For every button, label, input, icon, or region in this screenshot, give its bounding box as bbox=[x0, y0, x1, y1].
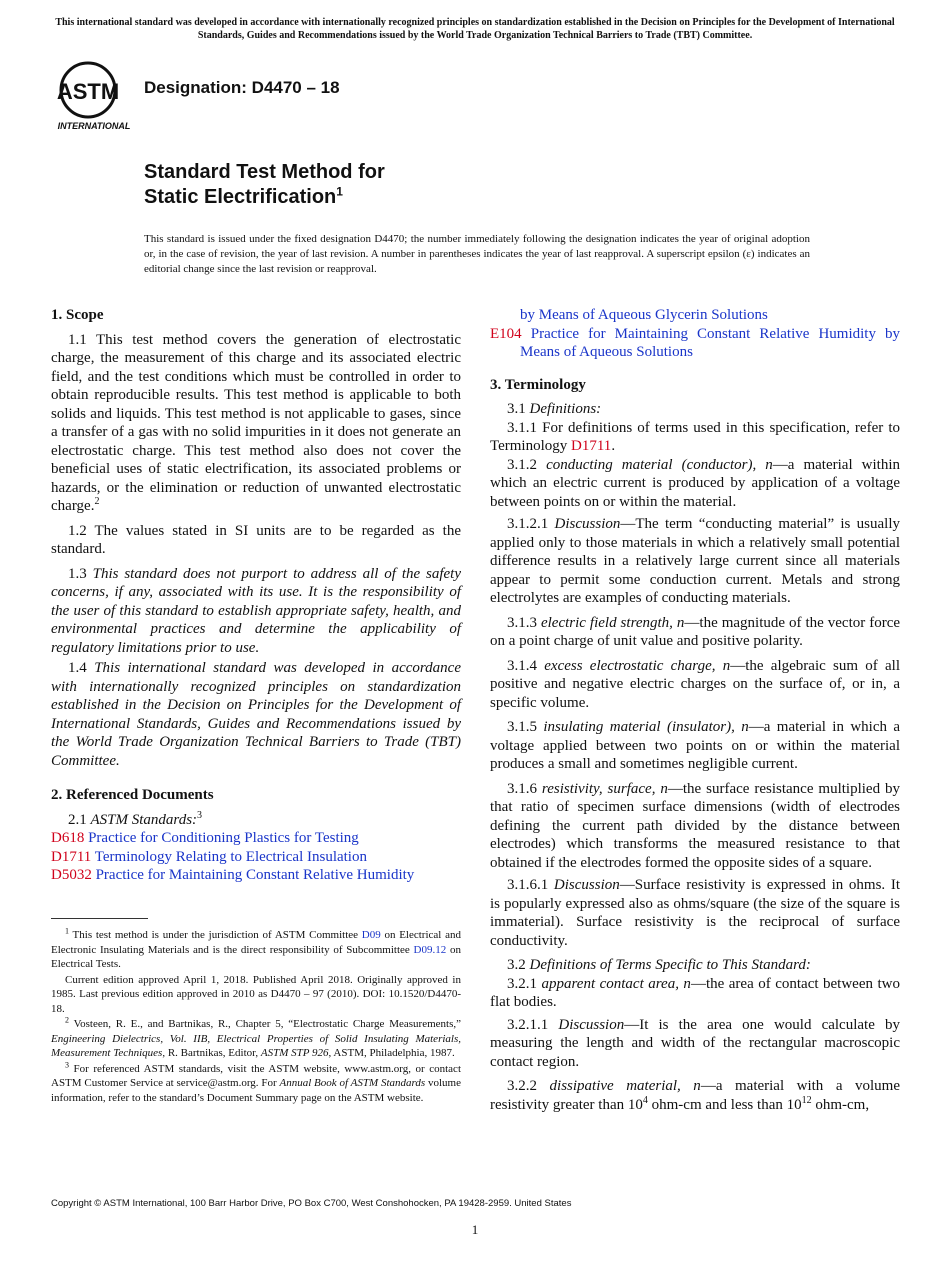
footnote-3: $^3$ For referenced ASTM standards, visit the ASTM website, www.astm.org, or contact ASTM Customer Service at service@astm.org. For Annual Book of ASTM Standards volume information, refer to the standard’s Document Summary page on the ASTM website. bbox=[51, 1059, 461, 1104]
term-3-2-1-1: 3.2.1.1 Discussion—It is the area one would calculate by measuring the length and width of the rectangular macroscopic contact region. bbox=[490, 1016, 900, 1070]
title-line2: Static Electrification bbox=[144, 186, 337, 208]
ref-item[interactable]: E104 Practice for Maintaining Constant Relative Humidity by Means of Aqueous Solutions bbox=[490, 325, 901, 360]
committee-link[interactable]: D09 bbox=[361, 929, 381, 941]
scope-1-4: 1.4 This international standard was developed in accordance with internationally recognized principles on standardization established in the Decision on Principles for the Development of International Standards, Guides and Recommendations issued by the World Trade Organization Technical Barriers to Trade (TBT) Committee. bbox=[51, 660, 461, 769]
left-column bbox=[51, 306, 461, 885]
page-number: 1 bbox=[471, 1222, 479, 1237]
copyright: Copyright © ASTM International, 100 Barr Harbor Drive, PO Box C700, West Conshohocken, PA 19428-2959. United States bbox=[51, 1198, 572, 1209]
footnote-ref-2[interactable]: 2 bbox=[94, 496, 100, 507]
footnote-2: $^2$ Vosteen, R. E., and Bartnikas, R., Chapter 5, “Electrostatic Charge Measurements,” Engineering Dielectrics, Vol. IIB, Electrical Properties of Solid Insulating Materials, Measurement Techniques, R. Bartnikas, Editor, ASTM STP 926, ASTM, Philadelphia, 1987. bbox=[51, 1015, 461, 1059]
term-3-1-3: 3.1.3 electric field strength, n—the magnitude of the vector force on a point charge of unit value and positive polarity. bbox=[490, 614, 901, 649]
issuance-note: This standard is issued under the fixed designation D4470; the number immediately following the designation indicates the year of original adoption or, in the case of revision, the year of last revision. A number in parentheses indicates the year of last reapproval. A superscript epsilon (ε) indicates an editorial change since the last revision or reapproval. bbox=[144, 233, 810, 275]
term-3-2-2: 3.2.2 dissipative material, n—a material with a volume resistivity greater than $10^4$ ohm-cm and less than $10^{12}$ ohm-cm, bbox=[490, 1078, 900, 1113]
refs-2-1: 2.1 ASTM Standards:$^3$ bbox=[68, 809, 203, 828]
logo-org: INTERNATIONAL bbox=[57, 121, 131, 131]
page-title bbox=[144, 160, 385, 210]
term-3-1: 3.1 Definitions: bbox=[507, 401, 602, 417]
designation: Designation: D4470 – 18 bbox=[144, 78, 340, 97]
term-3-2-1: 3.2.1 apparent contact area, n—the area of contact between two flat bodies. bbox=[490, 975, 900, 1010]
trade-notice: This international standard was developed in accordance with internationally recognized principles on standardization established in the Decision on Principles for the Development of International Standards, Guides and Recommendations issued by the World Trade Organization Technical Barriers to Trade (TBT) Committee. bbox=[55, 17, 895, 41]
term-3-1-6-1: 3.1.6.1 Discussion—Surface resistivity is expressed in ohms. It is popularly expressed also as ohms/square (the size of the square is immaterial). Surface resistivity is the reciprocal of surface conductivity. bbox=[490, 877, 900, 949]
ref-item[interactable]: D1711 Terminology Relating to Electrical Insulation bbox=[51, 848, 367, 865]
section-refs-heading: 2. Referenced Documents bbox=[51, 787, 214, 803]
term-3-1-1: 3.1.1 For definitions of terms used in this specification, refer to Terminology D1711. bbox=[490, 419, 900, 454]
logo-letters: ASTM bbox=[56, 79, 120, 104]
title-footnote-marker: 1 bbox=[336, 184, 343, 199]
term-3-1-5: 3.1.5 insulating material (insulator), n—a material in which a voltage applied between two points on or within the material produces a small and sometimes negligible current. bbox=[490, 719, 901, 772]
footnote-1: $^1$ This test method is under the jurisdiction of ASTM Committee D09 on Electrical and Electronic Insulating Materials and is the direct responsibility of Subcommittee D09.12 on Electrical Tests. bbox=[51, 926, 462, 970]
term-3-1-6: 3.1.6 resistivity, surface, n—the surface resistance multiplied by that ratio of specimen surface dimensions (width of electrodes defining the current path divided by the distance between electrodes) which transforms the measured resistance to that obtained if the electrodes formed the opposite sides of a square. bbox=[490, 780, 900, 871]
section-scope-heading: 1. Scope bbox=[51, 307, 104, 323]
terminology-link[interactable]: D1711 bbox=[571, 438, 612, 454]
ref-item[interactable]: D618 Practice for Conditioning Plastics for Testing bbox=[51, 830, 359, 846]
ref-item[interactable]: D5032 Practice for Maintaining Constant Relative Humidity bbox=[51, 867, 415, 883]
ref-item-continued[interactable]: by Means of Aqueous Glycerin Solutions bbox=[520, 307, 768, 323]
section-terminology-heading: 3. Terminology bbox=[490, 376, 586, 393]
term-3-1-2-1: 3.1.2.1 Discussion—The term “conducting material” is usually applied only to those materials in which a relatively small potential difference results in a relatively large current since all materials appear to permit some conduction current. Metals and strong electrolytes are examples of conducting materials. bbox=[490, 516, 901, 606]
scope-1-1: 1.1 This test method covers the generation of electrostatic charge, the measurement of this charge and its associated electric field, and the test conditions which must be controlled in order to obtain reproducible results. This test method is applicable to both solids and liquids. This test method is not applicable to gases, since a transfer of a gas with no solid impurities in it does not generate an electrostatic charge. This test method also does not cover the beneficial uses of static electrification, its associated problems or hazards, or the elimination or reduction of unwanted electrostatic charge.$^2$ bbox=[51, 331, 461, 514]
title-line1: Standard Test Method for bbox=[144, 161, 385, 183]
scope-1-2: 1.2 The values stated in SI units are to be regarded as the standard. bbox=[51, 522, 461, 557]
footnote-edition: Current edition approved April 1, 2018. Published April 2018. Originally approved in 1985. Last previous edition approved in 2010 as D4470 – 97 (2010). DOI: 10.1520/D4470-18. bbox=[51, 973, 461, 1015]
term-3-1-4: 3.1.4 excess electrostatic charge, n—the algebraic sum of all positive and negative electric charges on the surface of, or in, a specific volume. bbox=[490, 657, 900, 711]
astm-logo bbox=[54, 58, 134, 134]
footnote-divider bbox=[51, 918, 148, 919]
term-3-1-2: 3.1.2 conducting material (conductor), n—a material within which an electric current is produced by application of a voltage between points on or within the material. bbox=[490, 456, 901, 510]
subcommittee-link[interactable]: D09.12 bbox=[413, 943, 447, 956]
term-3-2: 3.2 Definitions of Terms Specific to This Standard: bbox=[507, 957, 811, 973]
scope-1-3: 1.3 This standard does not purport to address all of the safety concerns, if any, associated with its use. It is the responsibility of the user of this standard to establish appropriate safety, health, and environmental practices and determine the applicability of regulatory limitations prior to use. bbox=[51, 565, 462, 656]
footnotes bbox=[51, 928, 461, 1106]
right-column bbox=[490, 306, 900, 1114]
